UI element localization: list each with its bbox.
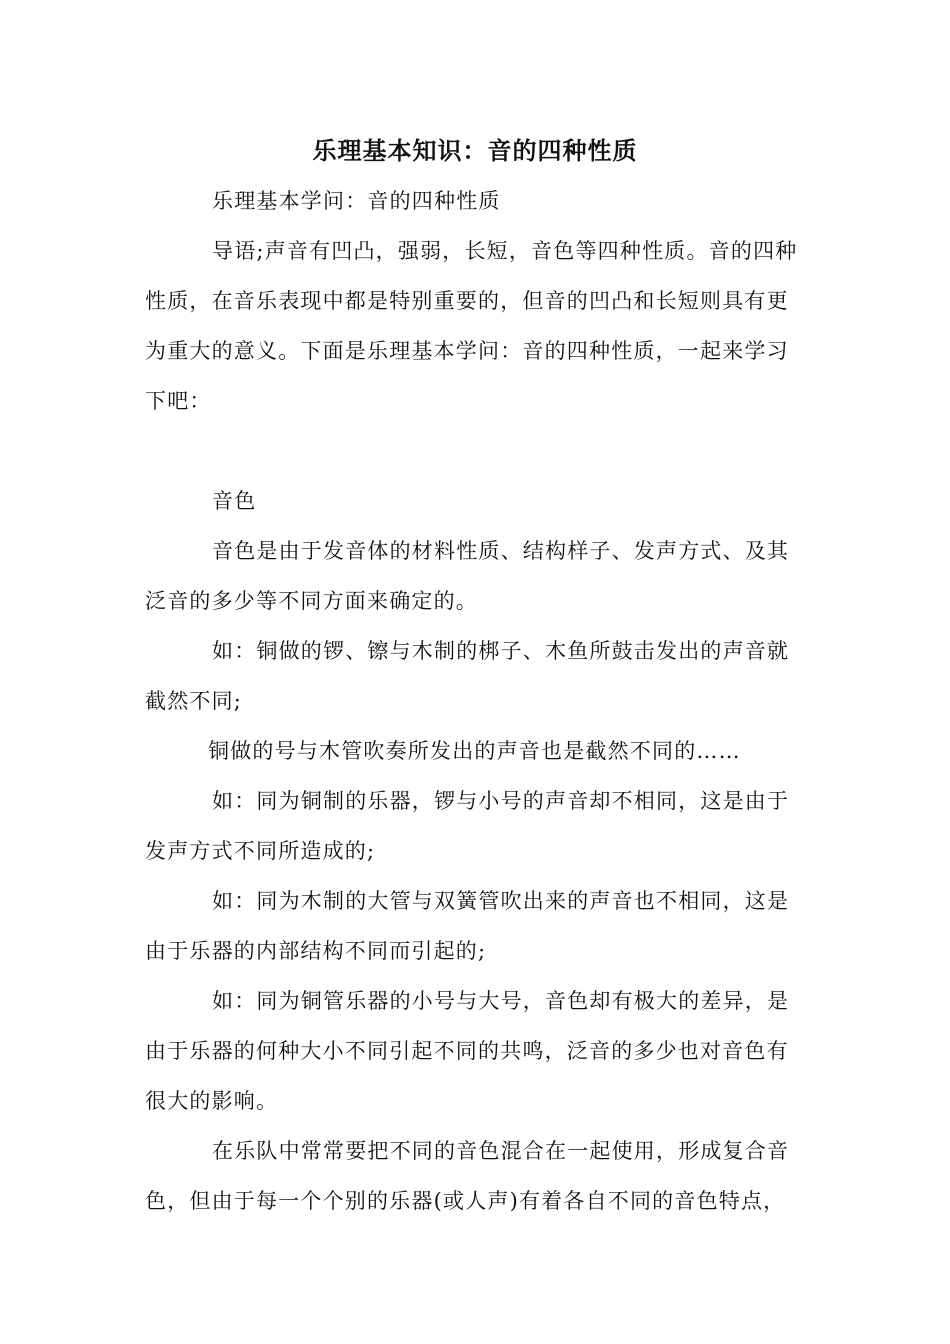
body-line: 导语;声音有凹凸，强弱，长短，音色等四种性质。音的四种: [212, 239, 798, 263]
body-line: 铜做的号与木管吹奏所发出的声音也是截然不同的……: [208, 739, 741, 763]
body-line: 很大的影响。: [145, 1089, 279, 1113]
body-line: 如：同为铜管乐器的小号与大号，音色却有极大的差异，是: [212, 989, 790, 1013]
body-line: 色，但由于每一个个别的乐器(或人声)有着各自不同的音色特点，: [145, 1189, 786, 1213]
body-line: 如：铜做的锣、镲与木制的梆子、木鱼所鼓击发出的声音就: [212, 639, 790, 663]
body-line: 性质，在音乐表现中都是特别重要的，但音的凹凸和长短则具有更: [145, 289, 789, 313]
page-title: 乐理基本知识：音的四种性质: [312, 137, 638, 165]
body-line: 截然不同;: [145, 689, 243, 713]
body-line: 如：同为铜制的乐器，锣与小号的声音却不相同，这是由于: [212, 789, 790, 813]
body-line: 音色是由于发音体的材料性质、结构样子、发声方式、及其: [212, 539, 790, 563]
subtitle-line: 乐理基本学问：音的四种性质: [212, 189, 501, 213]
body-line: 泛音的多少等不同方面来确定的。: [145, 589, 478, 613]
body-line: 由于乐器的何种大小不同引起不同的共鸣，泛音的多少也对音色有: [145, 1039, 789, 1063]
body-line: 发声方式不同所造成的;: [145, 839, 376, 863]
section-heading: 音色: [212, 489, 257, 513]
body-line: 下吧：: [145, 389, 212, 413]
body-line: 如：同为木制的大管与双簧管吹出来的声音也不相同，这是: [212, 889, 790, 913]
body-line: 在乐队中常常要把不同的音色混合在一起使用，形成复合音: [212, 1139, 790, 1163]
body-line: 为重大的意义。下面是乐理基本学问：音的四种性质，一起来学习: [145, 339, 789, 363]
body-line: 由于乐器的内部结构不同而引起的;: [145, 939, 487, 963]
